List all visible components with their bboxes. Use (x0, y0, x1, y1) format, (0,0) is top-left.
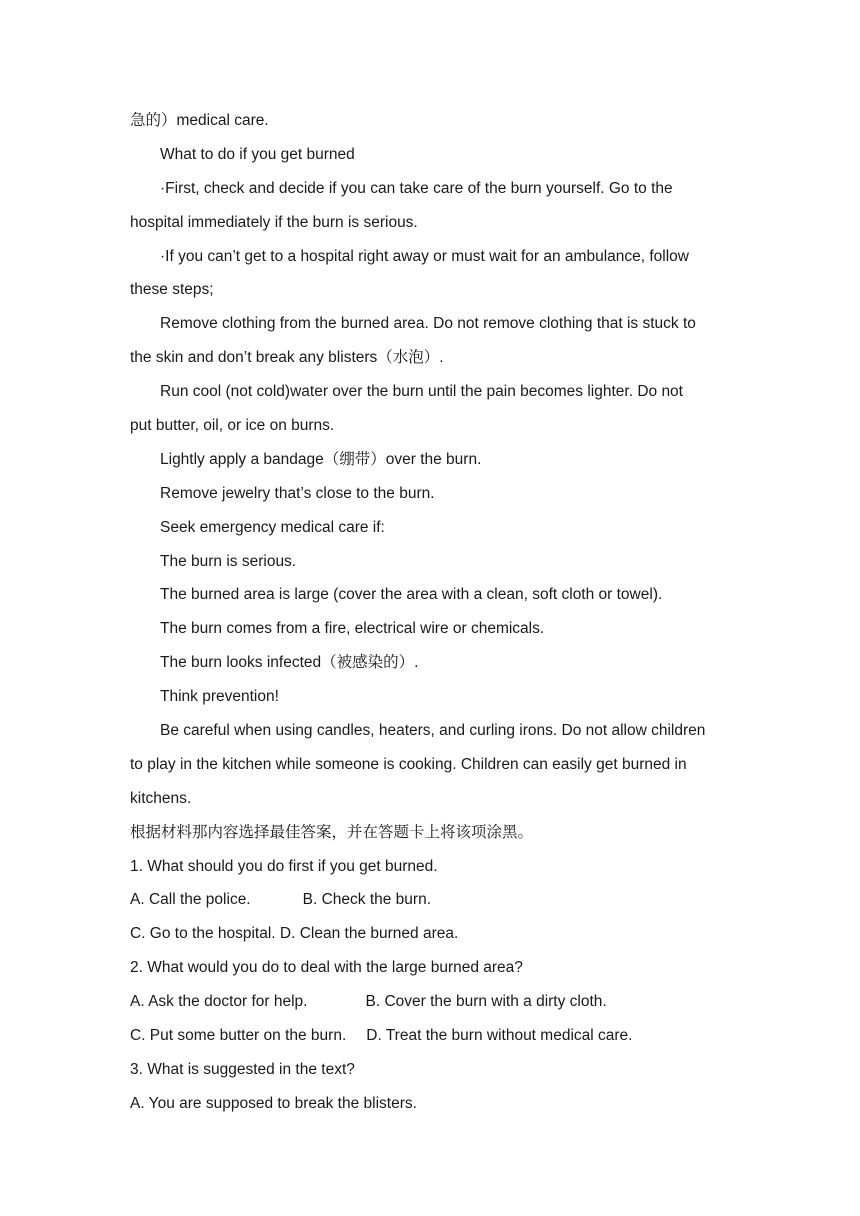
question-1-option-a[interactable]: A. Call the police. (130, 891, 251, 909)
step-cool-water-continued: put butter, oil, or ice on burns. (130, 417, 335, 435)
step-remove-clothing: Remove clothing from the burned area. Do not remove clothing that is stuck to (160, 315, 696, 333)
question-instructions: 根据材料那内容选择最佳答案，并在答题卡上将该项涂黑。 (130, 822, 534, 841)
question-2-options-row-1 (130, 985, 730, 1019)
condition-serious: The burn is serious. (160, 552, 297, 570)
question-2-options-row-2 (130, 1019, 730, 1053)
question-1-option-c[interactable]: C. Go to the hospital. (130, 925, 276, 943)
question-2-stem: 2. What would you do to deal with the large burned area? (130, 959, 523, 977)
condition-infected: The burn looks infected（被感染的）. (160, 654, 419, 672)
prevention-paragraph-continued: to play in the kitchen while someone is cooking. Children can easily get burned in (130, 755, 687, 773)
question-1-option-d[interactable]: D. Clean the burned area. (279, 925, 459, 943)
step-remove-jewelry: Remove jewelry that’s close to the burn. (160, 484, 435, 502)
prevention-paragraph-end: kitchens. (130, 789, 192, 807)
question-1-stem: 1. What should you do first if you get burned. (130, 857, 438, 875)
question-3-stem: 3. What is suggested in the text? (130, 1060, 355, 1078)
question-1-options-row-2 (130, 917, 730, 951)
question-2-option-d[interactable]: D. Treat the burn without medical care. (366, 1027, 633, 1045)
condition-large-area: The burned area is large (cover the area with a clean, soft cloth or towel). (160, 586, 663, 604)
question-3-option-a[interactable]: A. You are supposed to break the blisters. (130, 1094, 417, 1112)
seek-care-heading: Seek emergency medical care if: (160, 518, 385, 536)
section-heading-prevention: Think prevention! (160, 688, 279, 706)
bullet-no-hospital-continued: these steps; (130, 281, 214, 299)
prevention-paragraph: Be careful when using candles, heaters, and curling irons. Do not allow children (160, 722, 706, 740)
condition-source: The burn comes from a fire, electrical wire or chemicals. (160, 620, 545, 638)
question-1-options-row-1 (130, 883, 730, 917)
bullet-check-burn-continued: hospital immediately if the burn is serious. (130, 213, 418, 231)
question-2-option-b[interactable]: B. Cover the burn with a dirty cloth. (365, 993, 607, 1011)
step-bandage: Lightly apply a bandage（绷带）over the burn. (160, 450, 482, 468)
bullet-check-burn: ·First, check and decide if you can take care of the burn yourself. Go to the (160, 179, 673, 197)
step-remove-clothing-continued: the skin and don’t break any blisters（水泡）. (130, 349, 444, 367)
question-2-option-a[interactable]: A. Ask the doctor for help. (130, 993, 308, 1011)
question-1-option-b[interactable]: B. Check the burn. (302, 891, 431, 909)
question-2-option-c[interactable]: C. Put some butter on the burn. (130, 1027, 347, 1045)
bullet-no-hospital: ·If you can’t get to a hospital right away or must wait for an ambulance, follow (160, 247, 689, 265)
section-heading-what-to-do: What to do if you get burned (160, 145, 355, 163)
step-cool-water: Run cool (not cold)water over the burn until the pain becomes lighter. Do not (160, 383, 683, 401)
document-content (130, 104, 730, 1121)
passage-line-continued: 急的）medical care. (130, 112, 269, 129)
